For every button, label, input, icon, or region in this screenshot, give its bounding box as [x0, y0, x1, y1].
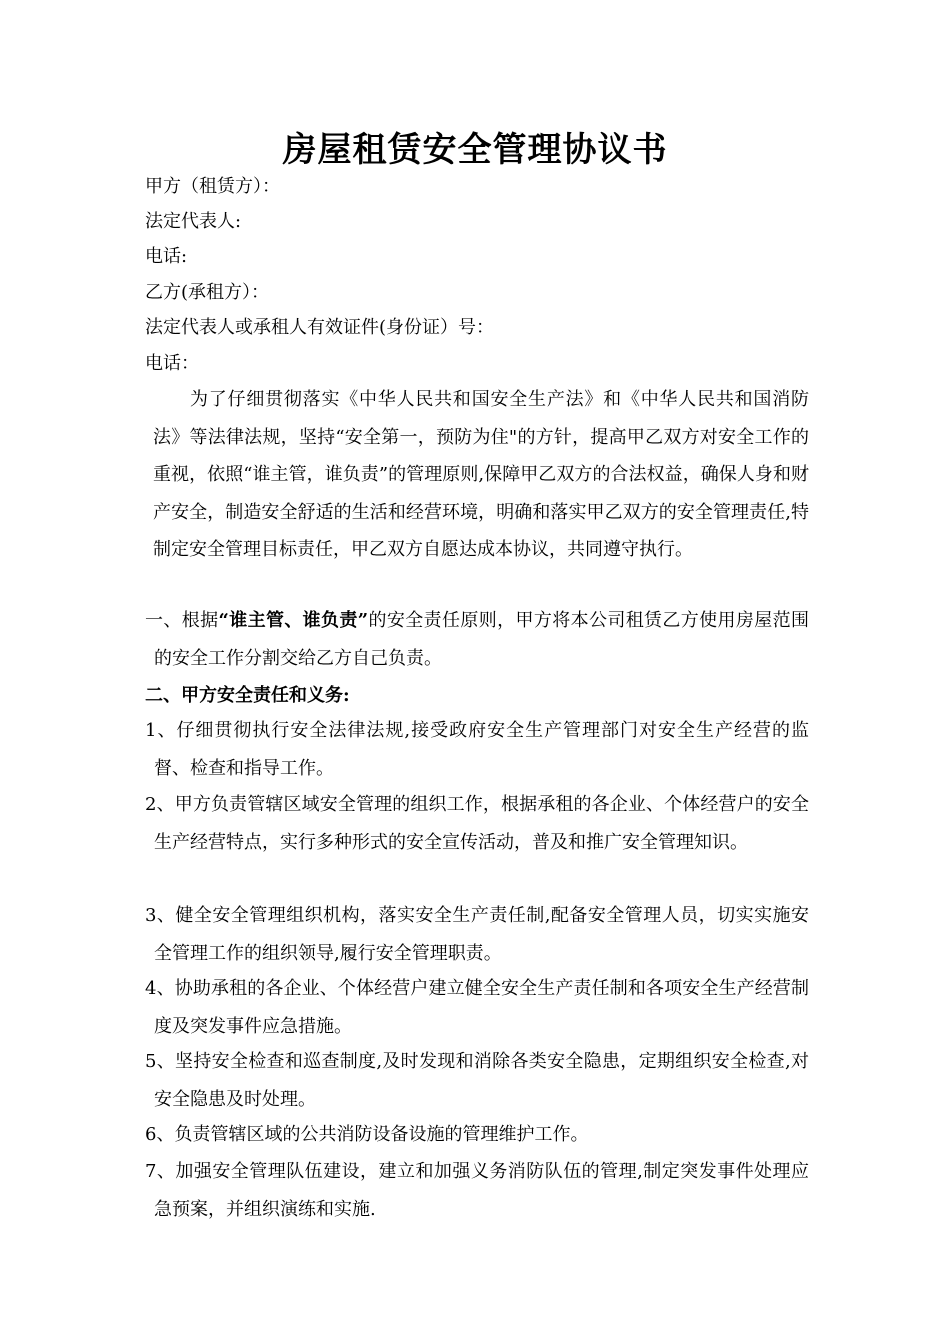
party-b-id-line: 法定代表人或承租人有效证件(身份证）号：: [145, 317, 495, 338]
party-b-phone-line: 电话：: [145, 353, 199, 374]
party-a-representative-line: 法定代表人:: [145, 211, 242, 232]
list-item: 3、健全安全管理组织机构，落实安全生产责任制,配备安全管理人员，切实实施安全管理工作的组织领导,履行安全管理职责。: [145, 905, 809, 964]
list-item: 1、仔细贯彻执行安全法律法规,接受政府安全生产管理部门对安全生产经营的监督、检查和指导工作。: [145, 720, 809, 779]
clause-1-principle: “谁主管、谁负责”: [218, 610, 369, 631]
list-item: 4、协助承租的各企业、个体经营户建立健全安全生产责任制和各项安全生产经营制度及突发事件应急措施。: [145, 978, 809, 1037]
document-title: 房屋租赁安全管理协议书: [282, 130, 668, 170]
list-item: 6、负责管辖区域的公共消防设备设施的管理维护工作。: [145, 1124, 589, 1145]
party-a-phone-line: 电话:: [145, 246, 188, 267]
list-item: 5、坚持安全检查和巡查制度,及时发现和消除各类安全隐患，定期组织安全检查,对安全隐患及时处理。: [145, 1051, 809, 1110]
preamble-paragraph: 为了仔细贯彻落实《中华人民共和国安全生产法》和《中华人民共和国消防法》等法律法规，坚持“安全第一，预防为住"的方针，提高甲乙双方对安全工作的重视，依照“谁主管，谁负责”的管理原则,保障甲乙双方的合法权益，确保人身和财产安全，制造安全舒适的生活和经营环境，明确和落实甲乙双方的安全管理责任,特制定安全管理目标责任，甲乙双方自愿达成本协议，共同遵守执行。: [153, 389, 809, 560]
list-item: 7、加强安全管理队伍建设，建立和加强义务消防队伍的管理,制定突发事件处理应急预案，并组织演练和实施.: [145, 1161, 809, 1220]
section-2-heading: 二、甲方安全责任和义务:: [145, 685, 350, 706]
list-item: 2、甲方负责管辖区域安全管理的组织工作，根据承租的各企业、个体经营户的安全生产经营特点，实行多种形式的安全宣传活动，普及和推广安全管理知识。: [145, 794, 809, 853]
party-b-line: 乙方(承租方）：: [145, 282, 270, 303]
clause-1-prefix: 一、根据: [145, 610, 219, 631]
party-a-line: 甲方（租赁方）：: [145, 176, 280, 197]
clause-1-suffix: 的安全责任原则，甲方将本公司租赁乙方使用房屋范围的安全工作分割交给乙方自己负责。: [154, 610, 810, 669]
clause-1-paragraph: [145, 602, 809, 677]
